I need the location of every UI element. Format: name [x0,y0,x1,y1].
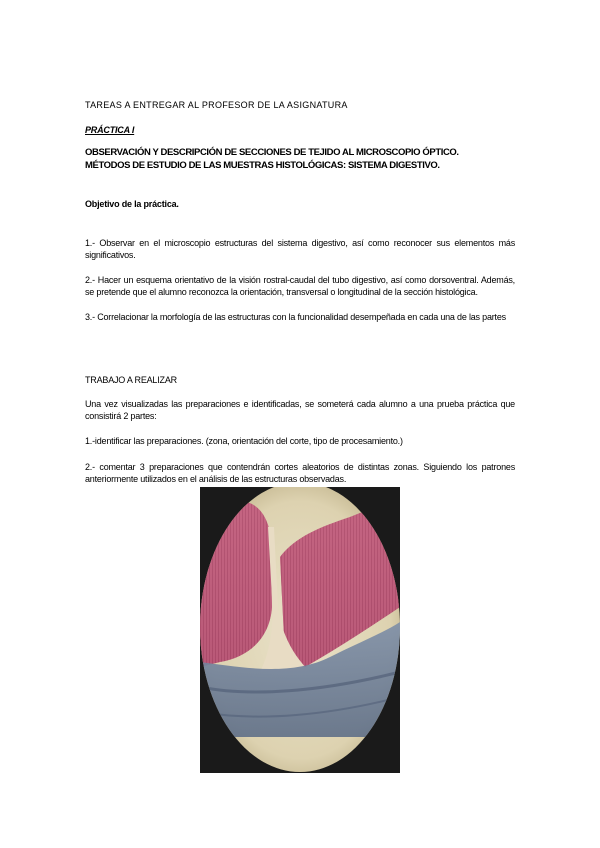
objective-heading: Objetivo de la práctica. [85,199,179,209]
objective-3: 3.- Correlacionar la morfología de las estructuras con la funcionalidad desempeñada en cada una de las partes [85,312,506,322]
title-line-2: MÉTODOS DE ESTUDIO DE LAS MUESTRAS HISTOLÓGICAS: SISTEMA DIGESTIVO. [85,160,440,171]
work-intro: Una vez visualizadas las preparaciones e identificadas, se someterá cada alumno a una prueba práctica que consistirá 2 partes: [85,399,515,421]
objective-1: 1.- Observar en el microscopio estructuras del sistema digestivo, así como reconocer sus elementos más significativos. [85,238,515,260]
header-line: TAREAS A ENTREGAR AL PROFESOR DE LA ASIGNATURA [85,100,348,110]
microscope-image [200,487,400,773]
work-item-1: 1.-identificar las preparaciones. (zona, orientación del corte, tipo de procesamiento.) [85,436,403,446]
title-line-1: OBSERVACIÓN Y DESCRIPCIÓN DE SECCIONES DE TEJIDO AL MICROSCOPIO ÓPTICO. [85,147,459,158]
practica-title: PRÁCTICA I [85,125,135,135]
objective-2: 2.- Hacer un esquema orientativo de la visión rostral-caudal del tubo digestivo, así como dorsoventral. Además, se pretende que el alumno reconozca la orientación, transversal o longitudinal de la sección histológica. [85,275,515,297]
work-item-2: 2.- comentar 3 preparaciones que contendrán cortes aleatorios de distintas zonas. Siguiendo los patrones anteriormente utilizados en el análisis de las estructuras observadas. [85,462,515,484]
work-heading: TRABAJO A REALIZAR [85,375,177,385]
